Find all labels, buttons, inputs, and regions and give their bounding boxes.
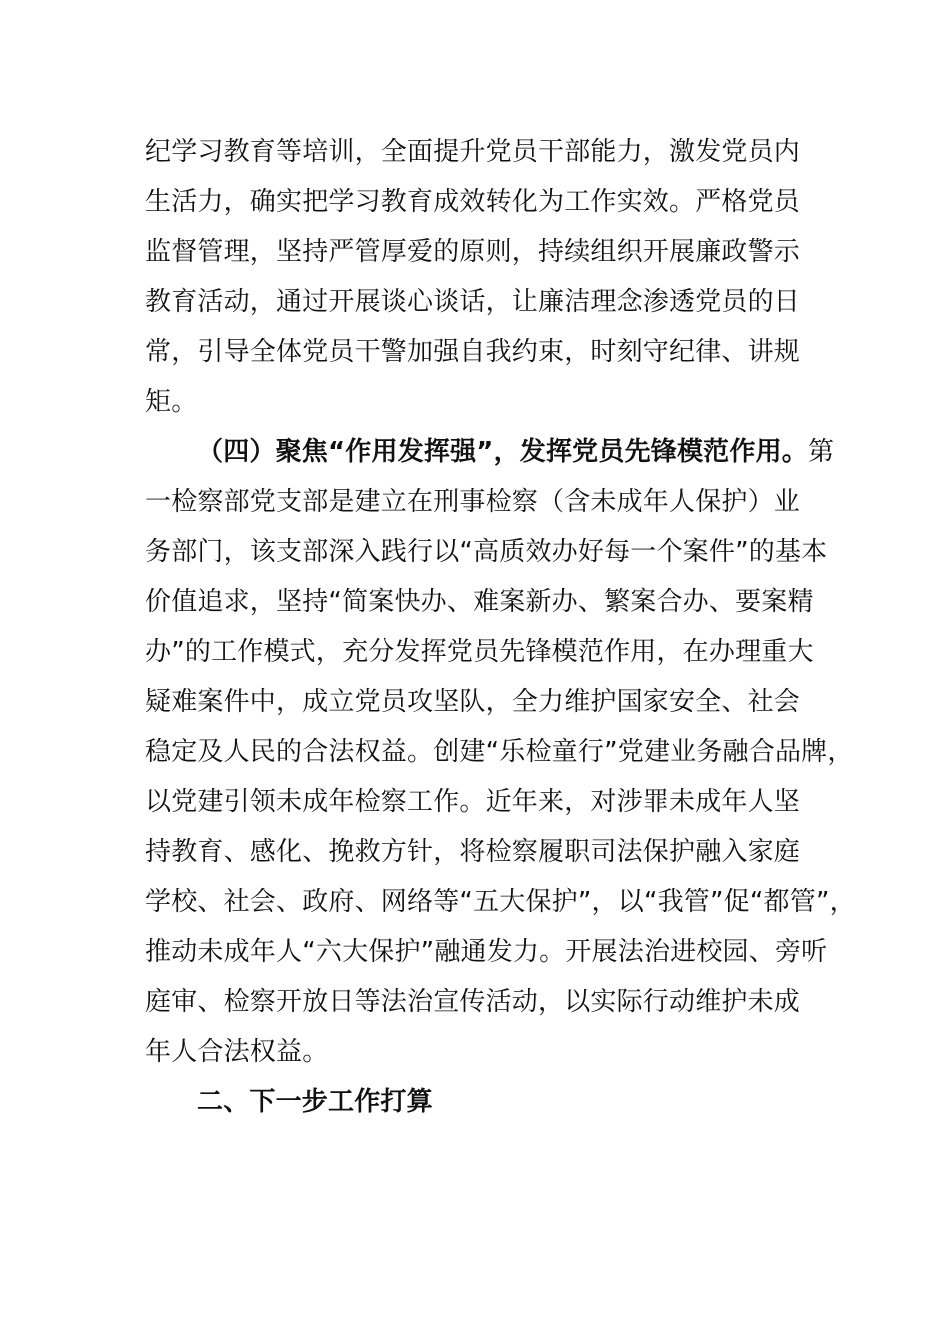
paragraph-line: 年人合法权益。 bbox=[145, 1037, 329, 1067]
paragraph-lead-line bbox=[145, 427, 845, 477]
paragraph-line: 生活力，确实把学习教育成效转化为工作实效。严格党员 bbox=[145, 187, 801, 217]
paragraph-2 bbox=[145, 427, 856, 1077]
paragraph-line: 稳定及人民的合法权益。创建“乐检童行”党建业务融合品牌， bbox=[145, 737, 854, 767]
paragraph-line: 价值追求，坚持“简案快办、难案新办、繁案合办、要案精 bbox=[145, 587, 814, 617]
paragraph-line: 庭审、检察开放日等法治宣传活动，以实际行动维护未成 bbox=[145, 987, 801, 1017]
paragraph-line: 办”的工作模式，充分发挥党员先锋模范作用，在办理重大 bbox=[145, 637, 814, 667]
lead-continuation: 第 bbox=[807, 437, 835, 467]
paragraph-line: 推动未成年人“六大保护”融通发力。开展法治进校园、旁听 bbox=[145, 937, 828, 967]
paragraph-line: 监督管理，坚持严管厚爱的原则，持续组织开展廉政警示 bbox=[145, 237, 801, 267]
document-page bbox=[145, 127, 856, 1127]
paragraph-line: 以党建引领未成年检察工作。近年来，对涉罪未成年人坚 bbox=[145, 787, 801, 817]
paragraph-line: 纪学习教育等培训，全面提升党员干部能力，激发党员内 bbox=[145, 137, 801, 167]
paragraph-line: 务部门，该支部深入践行以“高质效办好每一个案件”的基本 bbox=[145, 537, 828, 567]
paragraph-line: 常，引导全体党员干警加强自我约束，时刻守纪律、讲规 bbox=[145, 337, 801, 367]
section-heading: 二、下一步工作打算 bbox=[197, 1087, 433, 1117]
paragraph-1 bbox=[145, 127, 845, 427]
subsection-title: （四）聚焦“作用发挥强”，发挥党员先锋模范作用。 bbox=[197, 437, 808, 467]
paragraph-line: 持教育、感化、挽救方针，将检察履职司法保护融入家庭 bbox=[145, 837, 801, 867]
paragraph-line: 疑难案件中，成立党员攻坚队，全力维护国家安全、社会 bbox=[145, 687, 801, 717]
paragraph-line: 教育活动，通过开展谈心谈话，让廉洁理念渗透党员的日 bbox=[145, 287, 801, 317]
paragraph-line: 学校、社会、政府、网络等“五大保护”，以“我管”促“都管”， bbox=[145, 887, 856, 917]
paragraph-line: 矩。 bbox=[145, 387, 198, 417]
paragraph-line: 一检察部党支部是建立在刑事检察（含未成年人保护）业 bbox=[145, 487, 801, 517]
